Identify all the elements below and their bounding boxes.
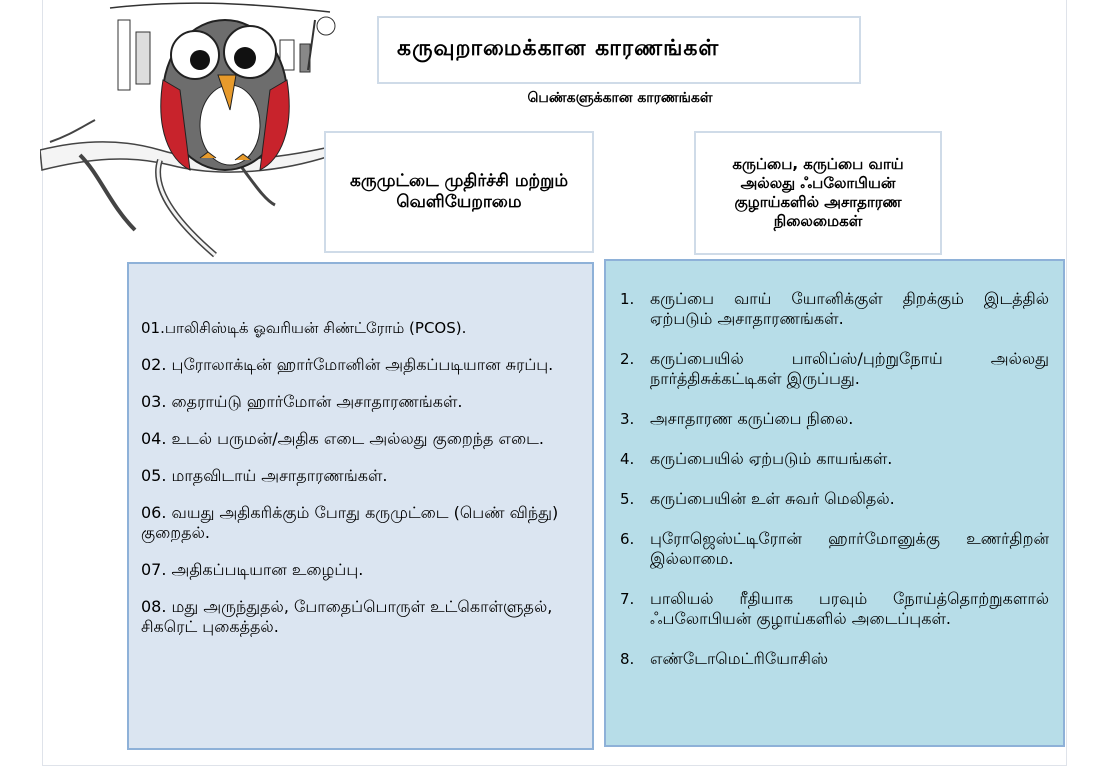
list-number: 4. [620, 450, 635, 468]
list-text: கருப்பை வாய் யோனிக்குள் திறக்கும் இடத்தில் ஏற்படும் அசாதாரணங்கள். [650, 289, 1049, 328]
list-number: 1. [620, 290, 635, 308]
list-number: 8. [620, 650, 635, 668]
list-item: 07. அதிகப்படியான உழைப்பு. [141, 560, 364, 579]
list-item: 01.பாலிசிஸ்டிக் ஓவரியன் சிண்ட்ரோம் (PCOS). [141, 319, 467, 337]
page-subtitle: பெண்களுக்கான காரணங்கள் [527, 90, 713, 106]
title-box [377, 16, 861, 84]
owl-on-branch-illustration [40, 0, 340, 262]
list-text: கருப்பையில் ஏற்படும் காயங்கள். [650, 449, 893, 468]
list-text: கருப்பையில் பாலிப்ஸ்/புற்றுநோய் அல்லது நார்த்திசுக்கட்டிகள் இருப்பது. [650, 349, 1049, 388]
left-causes-panel [127, 262, 594, 750]
list-text: புரோஜெஸ்ட்டிரோன் ஹார்மோனுக்கு உணர்திறன் இல்லாமை. [650, 529, 1049, 568]
list-item: 08. மது அருந்துதல், போதைப்பொருள் உட்கொள்ளுதல், சிகரெட் புகைத்தல். [141, 597, 553, 636]
page-title: கருவுறாமைக்கான காரணங்கள் [397, 36, 720, 61]
list-number: 5. [620, 490, 635, 508]
list-number: 6. [620, 530, 635, 548]
list-item [620, 649, 1049, 669]
list-text: அசாதாரண கருப்பை நிலை. [650, 409, 854, 428]
right-column-header: கருப்பை, கருப்பை வாய் அல்லது ஃபலோபியன் குழாய்களில் அசாதாரண நிலைமைகள் [694, 131, 942, 255]
list-item: 02. புரோலாக்டின் ஹார்மோனின் அதிகப்படியான சுரப்பு. [141, 355, 554, 374]
list-item [620, 589, 1049, 629]
list-item: 06. வயது அதிகரிக்கும் போது கருமுட்டை (பெண் விந்து) குறைதல். [141, 503, 559, 542]
list-text: எண்டோமெட்ரியோசிஸ் [650, 649, 829, 668]
list-number: 2. [620, 350, 635, 368]
left-column-header: கருமுட்டை முதிர்ச்சி மற்றும் வெளியேறாமை [324, 131, 594, 253]
list-number: 3. [620, 410, 635, 428]
list-text: கருப்பையின் உள் சுவர் மெலிதல். [650, 489, 895, 508]
list-item: 04. உடல் பருமன்/அதிக எடை அல்லது குறைந்த எடை. [141, 429, 544, 448]
list-item: 03. தைராய்டு ஹார்மோன் அசாதாரணங்கள். [141, 392, 463, 411]
list-item [620, 529, 1049, 569]
list-item [620, 289, 1049, 329]
list-item [620, 449, 1049, 469]
list-item [620, 349, 1049, 389]
list-text: பாலியல் ரீதியாக பரவும் நோய்த்தொற்றுகளால் ஃபலோபியன் குழாய்களில் அடைப்புகள். [650, 589, 1049, 628]
list-item [620, 489, 1049, 509]
list-item [620, 409, 1049, 429]
list-item: 05. மாதவிடாய் அசாதாரணங்கள். [141, 466, 388, 485]
right-causes-panel [604, 259, 1065, 747]
list-number: 7. [620, 590, 635, 608]
